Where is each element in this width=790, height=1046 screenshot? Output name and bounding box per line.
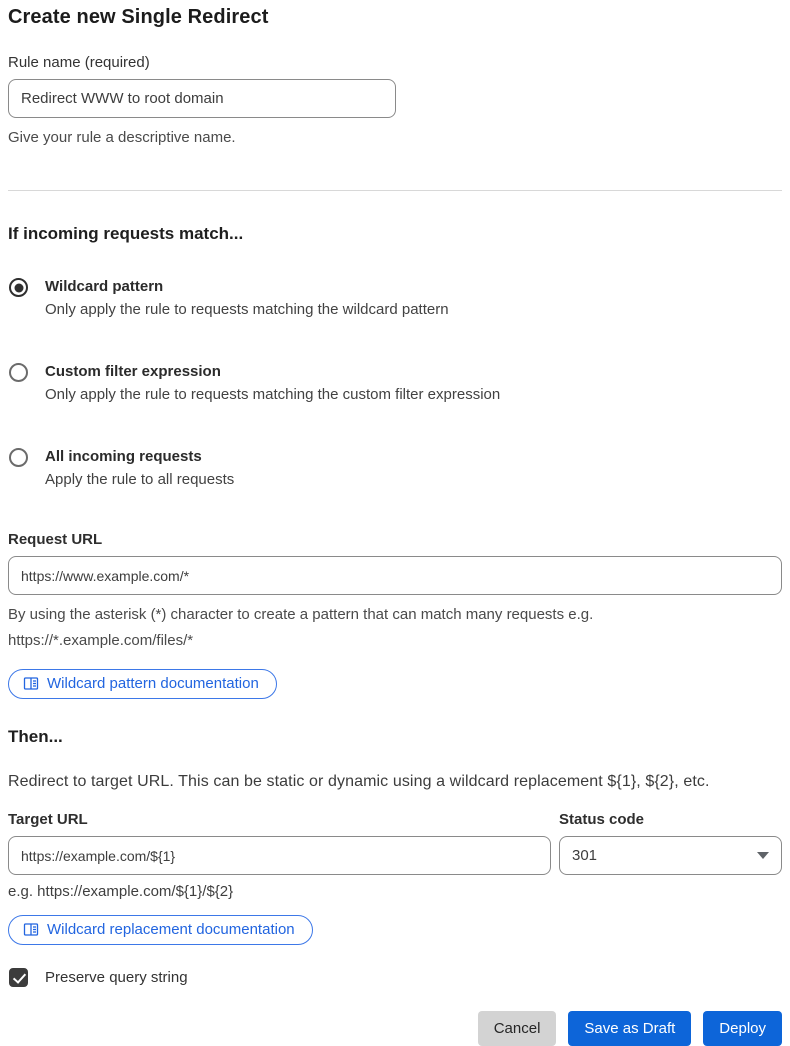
request-url-label: Request URL [8, 531, 103, 548]
radio-label: Custom filter expression [45, 363, 221, 380]
radio-label: Wildcard pattern [45, 278, 164, 295]
radio-custom-filter-expression[interactable] [8, 361, 782, 407]
status-code-column [559, 811, 782, 900]
radio-label: All incoming requests [45, 448, 202, 465]
status-code-label: Status code [559, 811, 645, 828]
save-as-draft-button[interactable]: Save as Draft [568, 1011, 691, 1046]
chevron-down-icon [757, 852, 769, 859]
target-row [8, 811, 782, 900]
match-section-heading: If incoming requests match... [8, 224, 244, 243]
match-type-radio-group [8, 276, 782, 492]
doc-button-label: Wildcard pattern documentation [47, 675, 259, 692]
radio-button-icon[interactable] [9, 363, 28, 382]
then-description: Redirect to target URL. This can be static or dynamic using a wildcard replacement ${1}, ${2}, etc. [8, 773, 710, 790]
rule-name-label: Rule name (required) [8, 54, 150, 71]
radio-all-incoming-requests[interactable] [8, 446, 782, 492]
radio-description: Apply the rule to all requests [45, 471, 235, 488]
preserve-query-checkbox[interactable] [9, 968, 28, 987]
rule-name-helper: Give your rule a descriptive name. [8, 129, 236, 146]
request-url-helper-line1: By using the asterisk (*) character to create a pattern that can match many requests e.g. [8, 606, 594, 623]
status-code-select[interactable] [559, 836, 782, 875]
preserve-query-label: Preserve query string [45, 969, 188, 986]
request-url-helper [8, 602, 782, 654]
radio-description: Only apply the rule to requests matching the wildcard pattern [45, 301, 449, 318]
radio-wildcard-pattern[interactable] [8, 276, 782, 322]
wildcard-pattern-doc-button[interactable] [8, 669, 277, 699]
target-url-column [8, 811, 551, 900]
radio-description: Only apply the rule to requests matching the custom filter expression [45, 386, 501, 403]
preserve-query-row[interactable] [8, 968, 782, 987]
section-divider [8, 190, 782, 191]
target-url-label: Target URL [8, 811, 88, 828]
target-url-helper: e.g. https://example.com/${1}/${2} [8, 883, 234, 900]
target-url-input[interactable] [8, 836, 551, 875]
page-title: Create new Single Redirect [8, 6, 269, 28]
book-icon [23, 676, 39, 692]
footer-actions [8, 1011, 782, 1046]
book-icon [23, 922, 39, 938]
radio-button-icon[interactable] [9, 448, 28, 467]
radio-button-icon[interactable] [9, 278, 28, 297]
request-url-helper-line2: https://*.example.com/files/* [8, 632, 194, 649]
request-url-input[interactable] [8, 556, 782, 595]
doc-button-label: Wildcard replacement documentation [47, 921, 295, 938]
then-section-heading: Then... [8, 727, 63, 746]
wildcard-replacement-doc-button[interactable] [8, 915, 313, 945]
cancel-button[interactable]: Cancel [478, 1011, 557, 1046]
deploy-button[interactable]: Deploy [703, 1011, 782, 1046]
rule-name-input[interactable] [8, 79, 396, 118]
status-code-value: 301 [572, 847, 598, 864]
